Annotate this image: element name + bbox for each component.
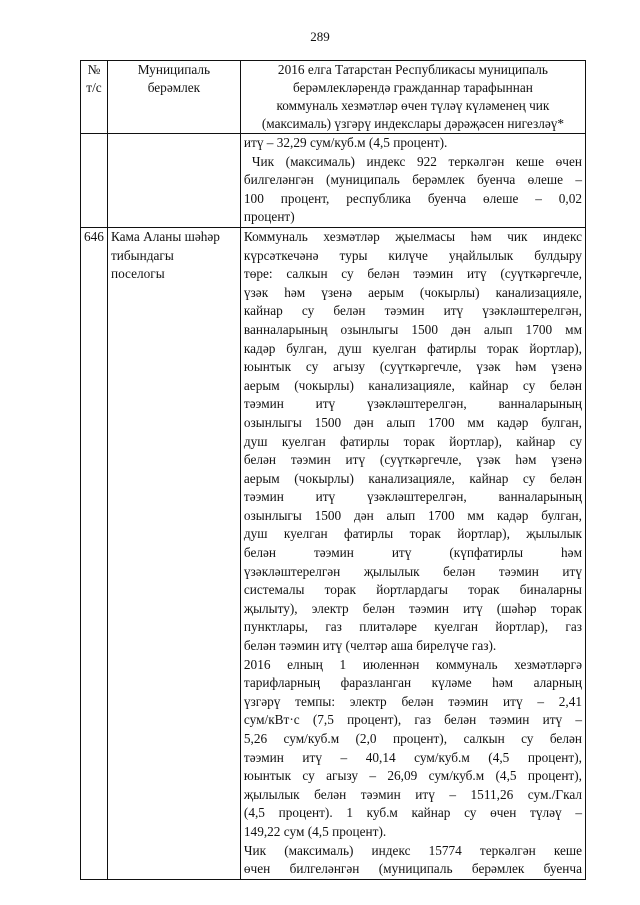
content-line: тәэмин итү үзәкләштерелгән, ванналарының <box>243 396 582 412</box>
content-line: юынтык су агызу (суүткәргечле, үзәк һәм үзенә <box>243 359 582 375</box>
content-line: тәэмин итү – 40,14 сум/куб.м (4,5 процент), <box>243 749 582 765</box>
municipality-line: Кама Аланы шәһәр <box>110 228 220 244</box>
table-row-646 <box>81 227 586 879</box>
content-line: үзгәрү темпы: электр белән тәэмин итү – 2,41 <box>243 693 582 709</box>
row-number-cell <box>81 134 108 228</box>
content-line: душ куелган фатирлы торак йортлар), кайнар су <box>243 433 582 449</box>
header-number-line: № <box>87 62 101 77</box>
header-municipality-line: Муниципаль <box>137 62 211 77</box>
content-line: төре: салкын су белән тәэмин итү (суүткәргечле, <box>243 266 582 282</box>
content-line: системалы торак йортлардагы торак биналарны <box>243 582 582 598</box>
content-line: билгеләнгән (муниципаль берәмлек буенча өлеше – <box>243 172 582 188</box>
row-municipality-cell <box>107 227 240 879</box>
content-line: өчен билгеләнгән (муниципаль берәмлек буенча <box>243 861 582 877</box>
content-line: белән тәэмин итү (челтәр аша бирелүче газ). <box>243 638 497 654</box>
row-municipality-cell <box>107 134 240 228</box>
content-line: озынлыгы 1500 дән алып 1700 мм кадәр булган, <box>243 507 582 523</box>
content-line: белән тәэмин итү (күпфатирлы һәм <box>243 545 582 561</box>
content-line: 5,26 сум/куб.м (2,0 процент), салкын су белән <box>243 731 582 746</box>
municipality-line: тибындагы <box>110 247 174 263</box>
table-row-continuation <box>81 134 586 228</box>
content-line: ванналарының озынлыгы 1500 дән алып 1700 мм <box>243 321 582 337</box>
content-line: озынлыгы 1500 дән алып 1700 мм кадәр булган, <box>243 414 582 430</box>
content-line: итү – 32,29 сум/куб.м (4,5 процент). <box>243 135 448 150</box>
header-number-line: т/с <box>86 80 102 95</box>
content-line: 100 процент, республика буенча өлеше – 0,02 <box>243 190 582 206</box>
content-line: душ куелган фатирлы торак йортлар), җылылык <box>243 526 582 542</box>
header-content <box>240 61 585 134</box>
content-line: аерым (чокырлы) канализацияле, кайнар су белән <box>243 470 582 486</box>
content-line: тәэмин итү үзәкләштерелгән, ванналарының <box>243 489 582 505</box>
municipality-line: поселогы <box>110 266 165 282</box>
row-content-cell <box>240 134 585 228</box>
content-line: 2016 елның 1 июленнән коммуналь хезмәтләргә <box>243 656 582 672</box>
content-line: Чик (максималь) индекс 15774 теркәлгән кеше <box>243 842 582 858</box>
content-line: белән тәэмин итү (суүткәргечле, үзәк һәм үзенә <box>243 452 582 468</box>
content-line: аерым (чокырлы) канализацияле, кайнар су белән <box>243 377 582 393</box>
tariff-table <box>80 60 586 880</box>
header-content-line: 2016 елга Татарстан Республикасы муниципаль <box>277 62 548 77</box>
header-content-line: коммуналь хезмәтләр өчен түләү күләменең чик <box>276 98 550 113</box>
content-line: пунктлары, газ плитәләре куелган йортлар), газ <box>243 619 582 635</box>
content-line: Коммуналь хезмәтләр җыелмасы һәм чик индекс <box>243 228 582 244</box>
content-line: Чик (максималь) индекс 922 теркәлгән кеше өчен <box>251 153 582 169</box>
content-line: җылылык белән тәэмин итү – 1511,26 сум./Гкал <box>243 786 582 802</box>
header-municipality <box>107 61 240 134</box>
header-number <box>81 61 108 134</box>
content-line: кадәр булган, душ куелган фатирлы торак йортлар), <box>243 340 582 356</box>
row-content-cell <box>240 227 585 879</box>
header-content-line: (максималь) үзгәрү индекслары дәрәҗәсен нигезләү* <box>261 116 565 131</box>
content-line: 149,22 сум (4,5 процент). <box>243 823 387 839</box>
content-line: күрсәткечәнә туры килүче уңайлылык булдыру <box>243 247 582 263</box>
content-line: сум/кВт·с (7,5 процент), газ белән тәэмин итү – <box>243 712 582 728</box>
content-line: җылыту), электр белән тәэмин итү (шәһәр торак <box>243 600 582 616</box>
header-municipality-line: берәмлек <box>147 80 201 95</box>
content-line: кайнар су белән тәэмин итү үзәкләштерелгән, <box>243 303 582 319</box>
content-line: юынтык су агызу – 26,09 сум/куб.м (4,5 процент), <box>243 768 582 784</box>
content-line: үзәк һәм үзенә аерым (чокырлы) канализацияле, <box>243 284 582 300</box>
content-line: үзәкләштерелгән җылылык белән тәэмин итү <box>243 563 582 579</box>
content-line: (4,5 процент). 1 куб.м кайнар су өчен түләү – <box>243 805 582 821</box>
table-header-row <box>81 61 586 134</box>
page-number: 289 <box>310 29 330 44</box>
row-number-cell: 646 <box>81 227 108 879</box>
content-line: процент) <box>243 209 295 225</box>
header-content-line: берәмлекләрендә гражданнар тарафыннан <box>293 80 533 95</box>
content-line: тарифларның фаразланган күләме һәм аларның <box>243 675 582 691</box>
